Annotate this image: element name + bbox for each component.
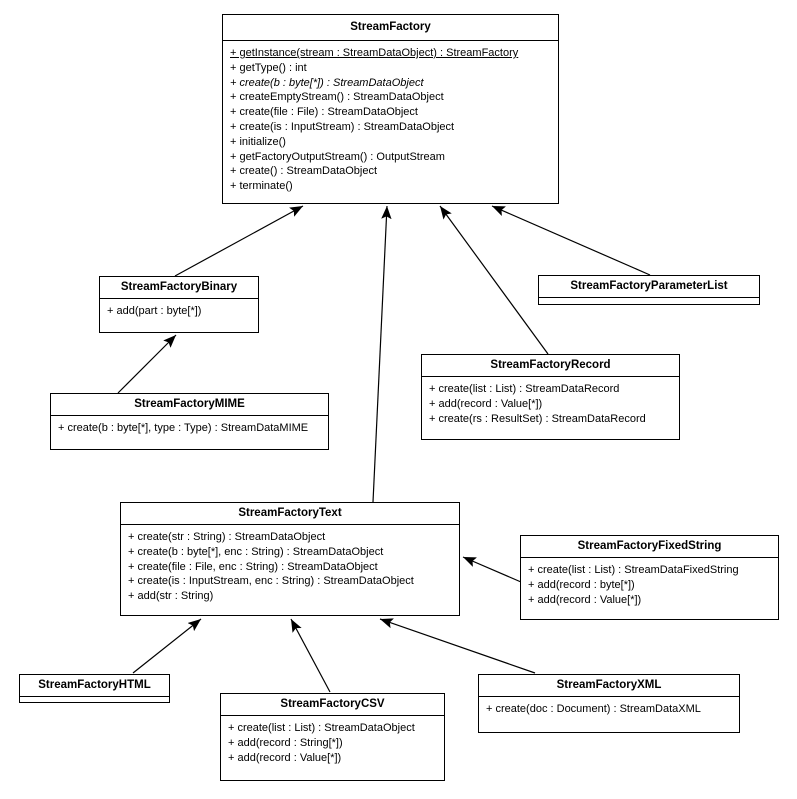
arrow-csv-to-text — [291, 619, 330, 692]
class-stream-factory-record-methods — [422, 377, 679, 430]
arrow-record-to-factory — [440, 206, 548, 354]
class-stream-factory-csv — [220, 693, 445, 781]
class-stream-factory-mime-title: StreamFactoryMIME — [51, 394, 328, 416]
class-stream-factory-binary-title: StreamFactoryBinary — [100, 277, 258, 299]
class-stream-factory-text-methods — [121, 525, 459, 608]
class-stream-factory-xml — [478, 674, 740, 733]
arrow-xml-to-text — [380, 619, 535, 673]
class-stream-factory-record-title: StreamFactoryRecord — [422, 355, 679, 377]
class-stream-factory-parameter-list — [538, 275, 760, 305]
class-stream-factory-html-title: StreamFactoryHTML — [20, 675, 169, 697]
method: + create(list : List) : StreamDataFixedString — [528, 564, 739, 576]
method: + getType() : int — [230, 61, 307, 74]
class-stream-factory-fixed-string — [520, 535, 779, 620]
class-stream-factory-csv-methods — [221, 716, 444, 769]
method: + createEmptyStream() : StreamDataObject — [230, 91, 444, 104]
method: + create(file : File, enc : String) : StreamDataObject — [128, 560, 378, 573]
arrow-parameterlist-to-factory — [492, 206, 650, 275]
method: + create(doc : Document) : StreamDataXML — [486, 703, 701, 715]
method: + add(part : byte[*]) — [107, 305, 202, 317]
method: + add(str : String) — [128, 590, 214, 603]
class-stream-factory-fixed-string-methods — [521, 558, 778, 611]
class-stream-factory-binary-methods — [100, 299, 258, 323]
method: + create(str : String) : StreamDataObject — [128, 531, 326, 543]
arrow-html-to-text — [133, 619, 201, 673]
class-stream-factory-text — [120, 502, 460, 616]
method: + create(is : InputStream, enc : String) : StreamDataObject — [128, 575, 414, 588]
class-stream-factory-xml-methods — [479, 697, 739, 721]
method: + getInstance(stream : StreamDataObject) : StreamFactory — [230, 47, 519, 59]
method: + add(record : Value[*]) — [528, 593, 642, 606]
method: + create(b : byte[*], enc : String) : StreamDataObject — [128, 545, 384, 558]
arrow-fixedstring-to-text — [463, 557, 521, 582]
class-stream-factory-methods — [223, 41, 558, 198]
arrow-text-to-factory — [373, 206, 387, 502]
method: + create() : StreamDataObject — [230, 165, 378, 178]
method: + create(is : InputStream) : StreamDataObject — [230, 120, 455, 133]
class-stream-factory-xml-title: StreamFactoryXML — [479, 675, 739, 697]
method: + create(rs : ResultSet) : StreamDataRecord — [429, 412, 646, 425]
class-stream-factory-text-title: StreamFactoryText — [121, 503, 459, 525]
method: + add(record : Value[*]) — [228, 751, 342, 764]
class-stream-factory-binary — [99, 276, 259, 333]
method: + terminate() — [230, 180, 293, 193]
class-stream-factory-record — [421, 354, 680, 440]
class-stream-factory-title: StreamFactory — [223, 15, 558, 41]
class-stream-factory-html-methods — [20, 697, 169, 702]
method: + add(record : byte[*]) — [528, 578, 635, 591]
method: + create(b : byte[*]) : StreamDataObject — [230, 76, 424, 89]
class-stream-factory-csv-title: StreamFactoryCSV — [221, 694, 444, 716]
method: + create(b : byte[*], type : Type) : StreamDataMIME — [58, 422, 309, 434]
class-stream-factory-html — [19, 674, 170, 703]
class-stream-factory-mime-methods — [51, 416, 328, 440]
class-stream-factory — [222, 14, 559, 204]
method: + initialize() — [230, 135, 286, 148]
class-stream-factory-parameter-list-methods — [539, 298, 759, 303]
arrow-mime-to-binary — [118, 335, 176, 393]
method: + create(list : List) : StreamDataObject — [228, 722, 415, 734]
method: + add(record : Value[*]) — [429, 397, 543, 410]
method: + create(list : List) : StreamDataRecord — [429, 383, 620, 395]
class-stream-factory-mime — [50, 393, 329, 450]
method: + getFactoryOutputStream() : OutputStream — [230, 150, 445, 163]
class-stream-factory-fixed-string-title: StreamFactoryFixedString — [521, 536, 778, 558]
method: + create(file : File) : StreamDataObject — [230, 106, 418, 119]
method: + add(record : String[*]) — [228, 736, 343, 749]
class-stream-factory-parameter-list-title: StreamFactoryParameterList — [539, 276, 759, 298]
arrow-binary-to-factory — [175, 206, 303, 276]
